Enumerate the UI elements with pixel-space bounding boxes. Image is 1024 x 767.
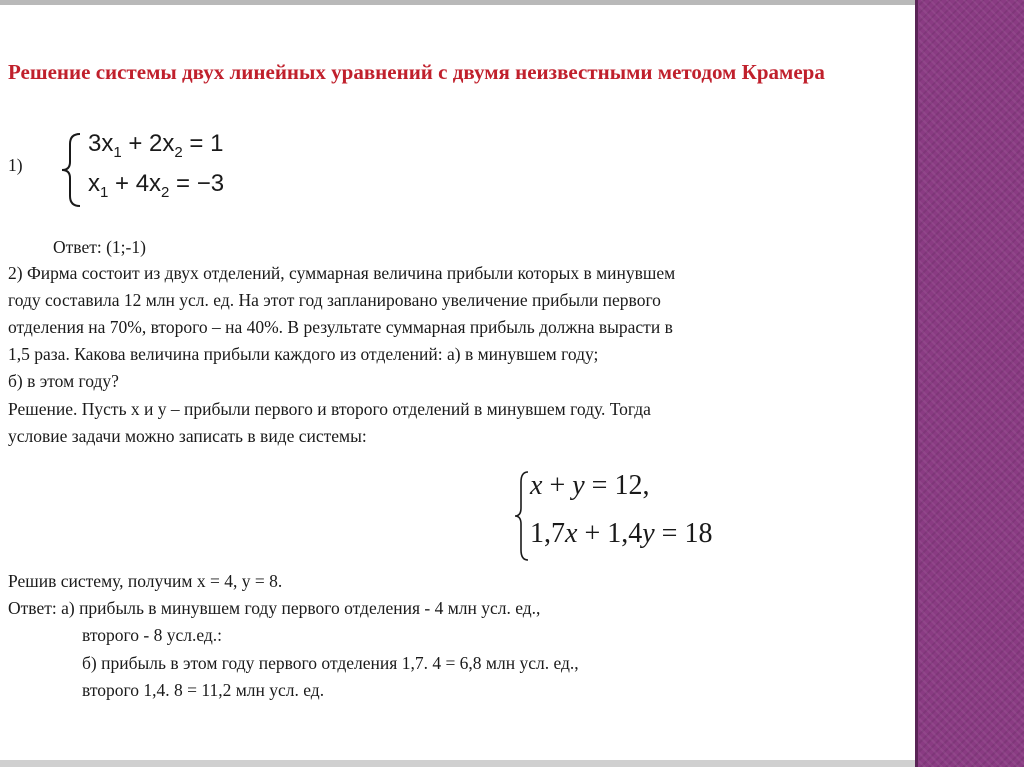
answer-line: б) прибыль в этом году первого отделения 1,7. 4 = 6,8 млн усл. ед., xyxy=(82,653,579,673)
equation-system-1 xyxy=(58,130,248,210)
answer-line: второго 1,4. 8 = 11,2 млн усл. ед. xyxy=(82,680,325,700)
problem2-line: б) в этом году? xyxy=(8,371,119,391)
problem1-number: 1) xyxy=(8,155,23,175)
decorative-sidebar xyxy=(915,0,1024,767)
solution-line: Решив систему, получим х = 4, у = 8. xyxy=(8,571,283,591)
equation-2: $x_1 + 4x_2 = -3$ xyxy=(88,170,225,201)
slide-title: Решение системы двух линейных уравнений с двумя неизвестными методом Крамера xyxy=(8,60,825,84)
system2-equation-2: 1,7x + 1,4y = 18 xyxy=(530,518,713,549)
system2-equation-1: x + y = 12, xyxy=(530,470,650,501)
answer-line: Ответ: а) прибыль в минувшем году первого отделения - 4 млн усл. ед., xyxy=(8,598,541,618)
answer-line: второго - 8 усл.ед.: xyxy=(82,625,222,645)
problem2-line: отделения на 70%, второго – на 40%. В результате суммарная прибыль должна вырасти в xyxy=(8,317,673,337)
problem2-line: 2) Фирма состоит из двух отделений, суммарная величина прибыли которых в минувшем xyxy=(8,263,676,283)
answer-1: Ответ: (1;-1) xyxy=(53,237,146,257)
problem2-line: 1,5 раза. Какова величина прибыли каждого из отделений: а) в минувшем году; xyxy=(8,344,599,364)
problem2-line: условие задачи можно записать в виде системы: xyxy=(8,426,367,446)
sidebar-edge xyxy=(915,0,918,767)
equation-system-2 xyxy=(512,470,742,560)
problem2-line: Решение. Пусть х и у – прибыли первого и второго отделений в минувшем году. Тогда xyxy=(8,399,651,419)
bottom-border xyxy=(0,760,915,767)
problem2-line: году составила 12 млн усл. ед. На этот год запланировано увеличение прибыли первого xyxy=(8,290,661,310)
top-border xyxy=(0,0,915,5)
equation-1: $3x_1 + 2x_2 = 1$ xyxy=(88,130,224,161)
curly-brace-icon xyxy=(512,470,532,562)
curly-brace-icon xyxy=(58,130,88,210)
